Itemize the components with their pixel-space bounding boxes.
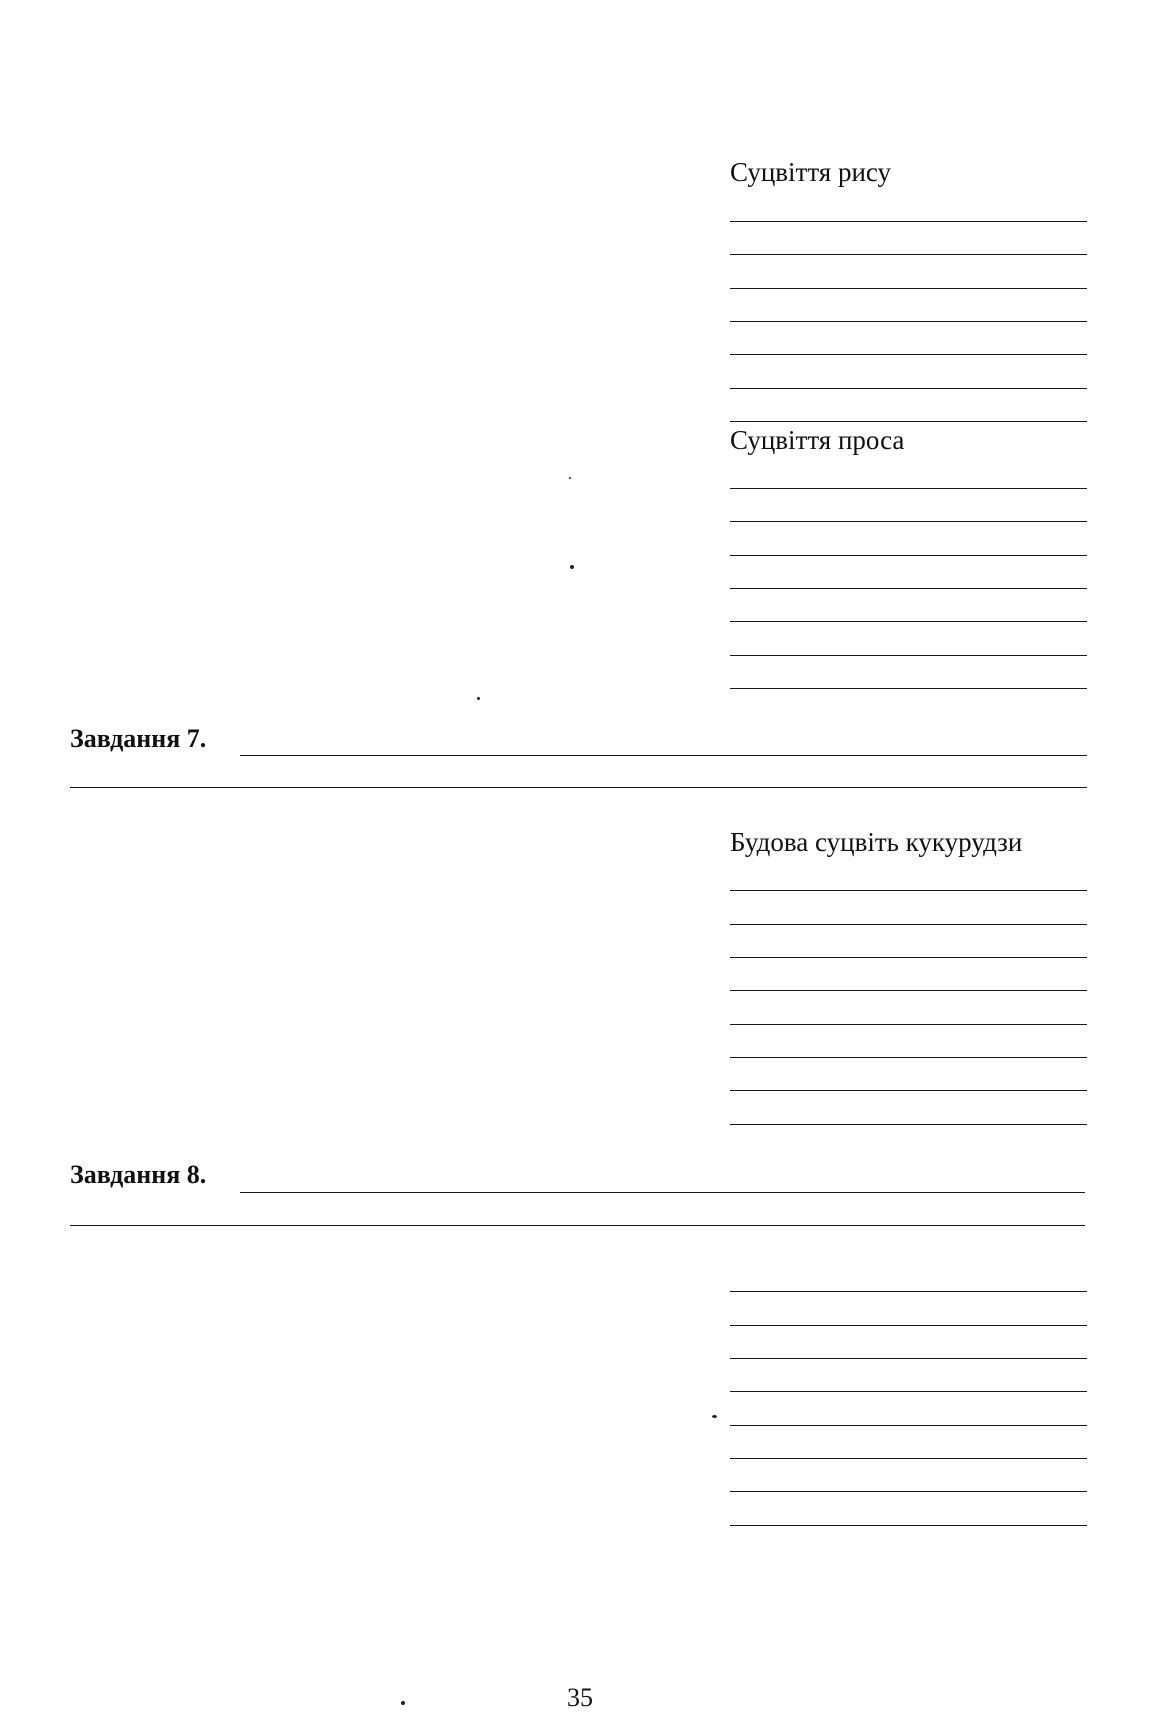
- caption-maize-inflorescence: Будова суцвіть кукурудзи: [730, 827, 1023, 857]
- answer-line[interactable]: [730, 1425, 1087, 1426]
- answer-line[interactable]: [730, 990, 1087, 991]
- answer-line[interactable]: [730, 1325, 1087, 1326]
- task-7-heading: Завдання 7.: [70, 724, 207, 753]
- scan-speck: [477, 697, 480, 700]
- task-8-heading: Завдання 8.: [70, 1160, 207, 1189]
- answer-line[interactable]: [730, 555, 1087, 556]
- task-7-answer-line[interactable]: [240, 755, 1087, 756]
- scan-speck: [570, 565, 574, 569]
- scan-speck: [401, 1701, 405, 1705]
- answer-line[interactable]: [730, 254, 1087, 255]
- answer-line[interactable]: [730, 1124, 1087, 1125]
- answer-line[interactable]: [730, 321, 1087, 322]
- answer-line[interactable]: [730, 924, 1087, 925]
- answer-line[interactable]: [730, 621, 1087, 622]
- answer-line[interactable]: [730, 1358, 1087, 1359]
- answer-line[interactable]: [730, 288, 1087, 289]
- task-8-answer-line[interactable]: [240, 1192, 1085, 1193]
- answer-line[interactable]: [730, 957, 1087, 958]
- answer-line[interactable]: [730, 1291, 1087, 1292]
- answer-line[interactable]: [730, 1057, 1087, 1058]
- answer-line[interactable]: [730, 221, 1087, 222]
- answer-line[interactable]: [730, 688, 1087, 689]
- scan-speck: [712, 1415, 717, 1418]
- answer-line[interactable]: [730, 488, 1087, 489]
- caption-rice-inflorescence: Суцвіття рису: [730, 157, 892, 187]
- task-8-answer-line-2[interactable]: [70, 1225, 1085, 1226]
- answer-line[interactable]: [730, 1491, 1087, 1492]
- answer-line[interactable]: [730, 1525, 1087, 1526]
- answer-line[interactable]: [730, 1024, 1087, 1025]
- answer-line[interactable]: [730, 588, 1087, 589]
- answer-line[interactable]: [730, 521, 1087, 522]
- task-7-answer-line-2[interactable]: [70, 787, 1087, 788]
- answer-line[interactable]: [730, 354, 1087, 355]
- answer-line[interactable]: [730, 655, 1087, 656]
- answer-line[interactable]: [730, 421, 1087, 422]
- page-number: 35: [567, 1683, 593, 1712]
- answer-line[interactable]: [730, 1391, 1087, 1392]
- caption-millet-inflorescence: Суцвіття проса: [730, 425, 905, 455]
- answer-line[interactable]: [730, 1458, 1087, 1459]
- answer-line[interactable]: [730, 1090, 1087, 1091]
- answer-line[interactable]: [730, 388, 1087, 389]
- answer-line[interactable]: [730, 890, 1087, 891]
- scan-speck: [569, 477, 571, 479]
